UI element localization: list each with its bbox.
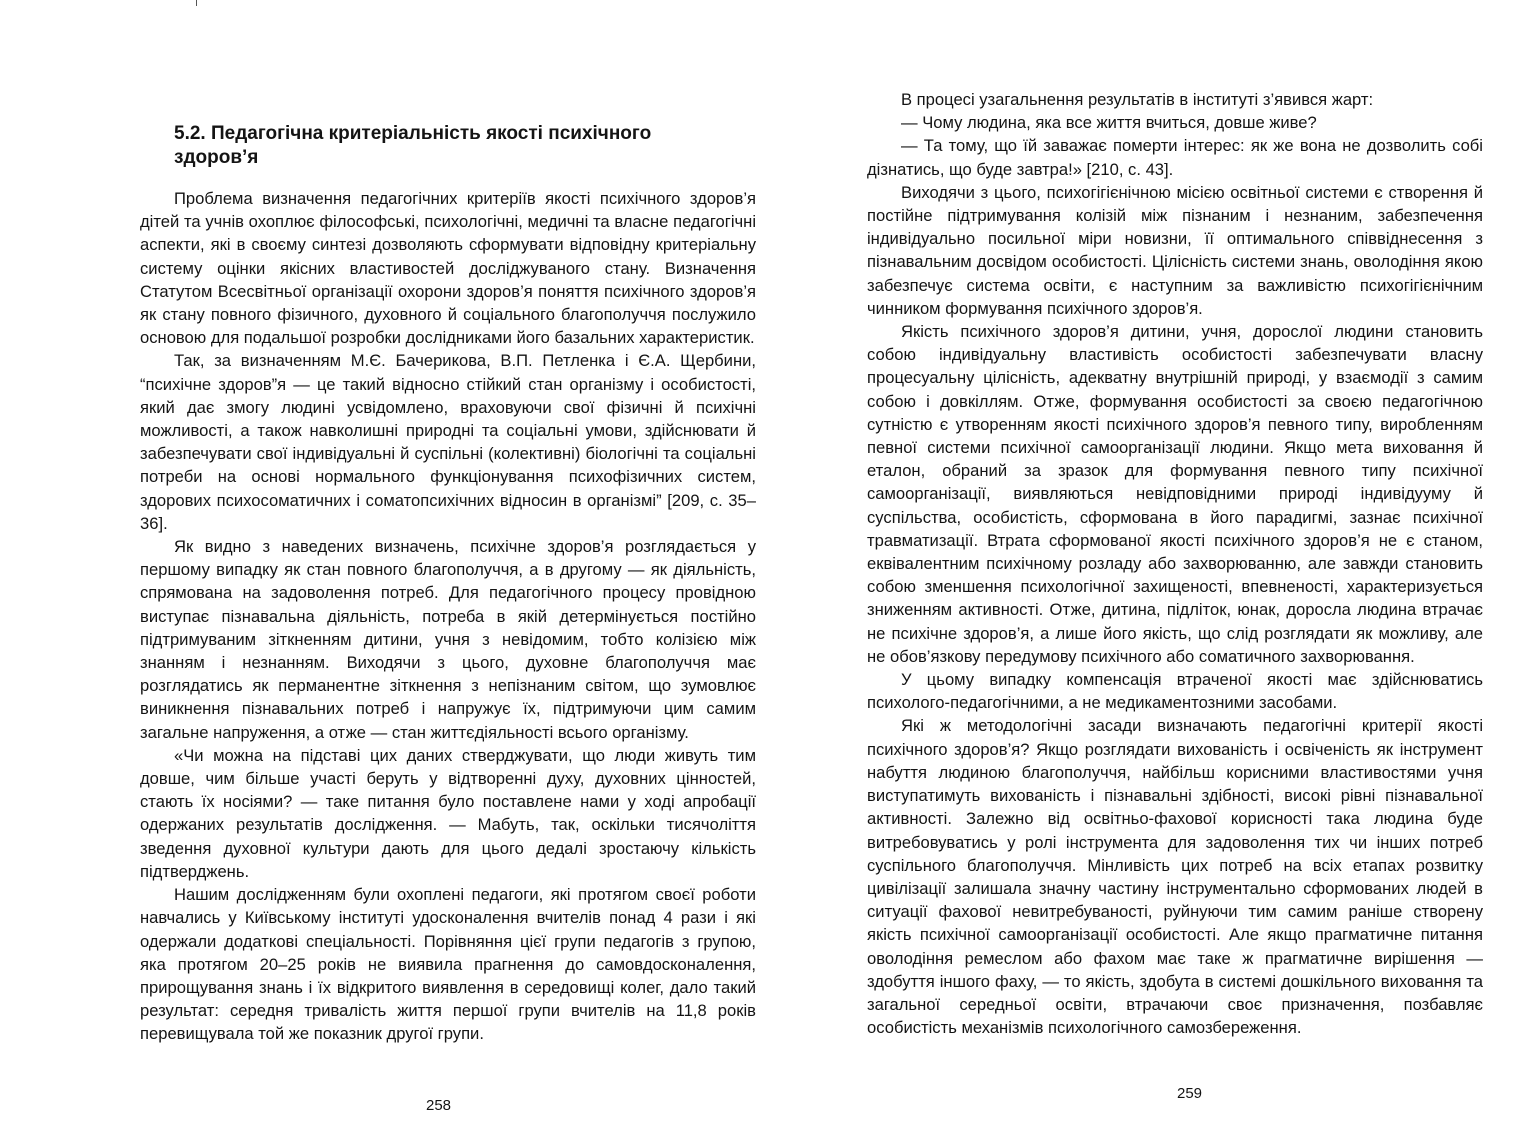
paragraph: Які ж методологічні засади визначають педагогічні критерії якості психічного здоров’я? Якщо розглядати вихованість і освіченість як інструмент набуття людиною благополуччя, найбільш корисними властивостями учня виступатимуть вихованість і пізнавальні здібності, високі рівні пізнавальної активності. Залежно від освітньо-фахової корисності така людина буде витребовуватись у ролі інструмента для задоволення тих чи інших потреб суспільного благополуччя. Мінливість цих потреб на всіх етапах розвитку цивілізації залишала значну частину інструментально сформованих людей в ситуації фахової невитребуваності, руйнуючи тим самим раніше створену якість психічної самоорганізації особистості. Але якщо прагматичне питання оволодіння ремеслом або фахом має таке ж прагматичне вирішення — здобуття іншого фаху, — то якість, здобута в системі дошкільного виховання та загальної середньої освіти, втрачаючи своє призначення, позбавляє особистість механізмів психологічного самозбереження.	[867, 716, 1483, 1038]
paragraph: Виходячи з цього, психогігієнічною місією освітньої системи є створення й постійне підтримування колізій між пізнаним і незнаним, забезпечення індивідуально посильної міри новизни, її оптимального співвіднесення з пізнавальним досвідом особистості. Цілісність системи знань, оволодіння якою забезпечує система освіти, є наступним за важливістю психогігієнічним чинником формування психічного здоров’я.	[867, 182, 1483, 318]
paragraph: В процесі узагальнення результатів в інституті з’явився жарт:	[901, 90, 1374, 109]
paragraph: Проблема визначення педагогічних критеріїв якості психічного здоров’я дітей та учнів охоплює філософські, психологічні, медичні та власне педагогічні аспекти, які в своєму синтезі дозволяють сформувати відповідну критеріальну систему оцінки якісних властивостей досліджуваного стану. Визначення Статутом Всесвітньої організації охорони здоров’я поняття психічного здоров’я як стану повного фізичного, духовного й соціального благополуччя послужило основою для подальшої розробки дослідниками його базальних характеристик.	[140, 189, 756, 348]
paragraph: У цьому випадку компенсація втраченої якості має здійснюватись психолого-педагогічними, а не медикаментозними засобами.	[867, 670, 1483, 713]
paragraph: Як видно з наведених визначень, психічне здоров’я розглядається у першому випадку як стан повного благополуччя, а в другому — як діяльність, спрямована на задоволення потреб. Для педагогічного процесу провідною виступає пізнавальна діяльність, потреба в якій детермінується постійно підтримуваним зіткненням дитини, учня з невідомим, тобто колізією між знанням і незнанням. Виходячи з цього, духовне благополуччя має розглядатись як перманентне зіткнення з непізнаним світом, що зумовлює виникнення пізнавальних потреб і напружує їх, підтримуючи цим самим загальне напруження, а отже — стан життєдіяльності всього організму.	[140, 537, 756, 742]
dialog-line: — Та тому, що їй заважає померти інтерес: як же вона не дозволить собі дізнатись, що буде завтра!» [210, с. 43].	[867, 136, 1483, 179]
paragraph: «Чи можна на підставі цих даних стверджувати, що люди живуть тим довше, чим більше участі беруть у відтворенні духу, духовних цінностей, стають їх носіями? — таке питання було поставлене нами у ході апробації одержаних результатів дослідження. — Мабуть, так, оскільки тисячоліття зведення духовної культури дають для цього дедалі зростаючу кількість підтверджень.	[140, 745, 756, 881]
right-text-column	[867, 88, 1483, 1039]
paragraph: Якість психічного здоров’я дитини, учня, дорослої людини становить собою індивідуальну властивість особистості забезпечувати власну процесуальну цілісність, адекватну внутрішній природі, у взаємодії з самим собою і довкіллям. Отже, формування особистості за своєю педагогічною сутністю є утворенням якості психічного здоров’я певного типу, виробленням певної системи психічної самоорганізації людини. Якщо мета виховання й еталон, обраний за зразок для формування певного типу психічної самоорганізації, виявляються невідповідними природі індивідууму й суспільства, особистість, сформована в його парадигмі, зазнає психічної травматизації. Втрата сформованої якості психічного здоров’я не є станом, еквівалентним психічному розладу або захворюванню, але завжди становить собою зменшення психологічної захищеності, впевненості, характеризується зниженням активності. Отже, дитина, підліток, юнак, доросла людина втрачає не психічне здоров’я, а лише його якість, що слід розглядати як можливу, але не обов’язкову передумову психічного або соматичного захворювання.	[867, 322, 1483, 666]
page-number: 258	[426, 1097, 452, 1114]
page-number: 259	[1177, 1085, 1203, 1102]
paragraph: Так, за визначенням М.Є. Бачерикова, В.П. Петленка і Є.А. Щербини, “психічне здоров”я — це такий відносно стійкий стан організму і особистості, який дає змогу людині усвідомлено, враховуючи свої фізичні й психічні можливості, а також навколишні природні та соціальні умови, здійснювати й забезпечувати свої індивідуальні й суспільні (колективні) біологічні та соціальні потреби на основі нормального функціонування психофізичних систем, здорових психосоматичних і соматопсихічних відносин в організмі” [209, с. 35–36].	[140, 351, 756, 533]
right-page	[770, 0, 1540, 1137]
section-heading: 5.2. Педагогічна критеріальність якості психічного здоров’я	[174, 123, 652, 168]
dialog-line: — Чому людина, яка все життя вчиться, довше живе?	[901, 113, 1317, 133]
left-text-column	[140, 187, 756, 1046]
paragraph: Нашим дослідженням були охоплені педагоги, які протягом своєї роботи навчались у Київському інституті удосконалення вчителів понад 4 рази і які одержали додаткові спеціальності. Порівняння цієї групи педагогів з групою, яка протягом 20–25 років не виявила прагнення до самовдосконалення, прирощування знань і їх відкритого виявлення в середовищі колег, дало такий результат: середня тривалість життя першої групи вчителів на 11,8 років перевищувала той же показник другої групи.	[140, 885, 756, 1044]
